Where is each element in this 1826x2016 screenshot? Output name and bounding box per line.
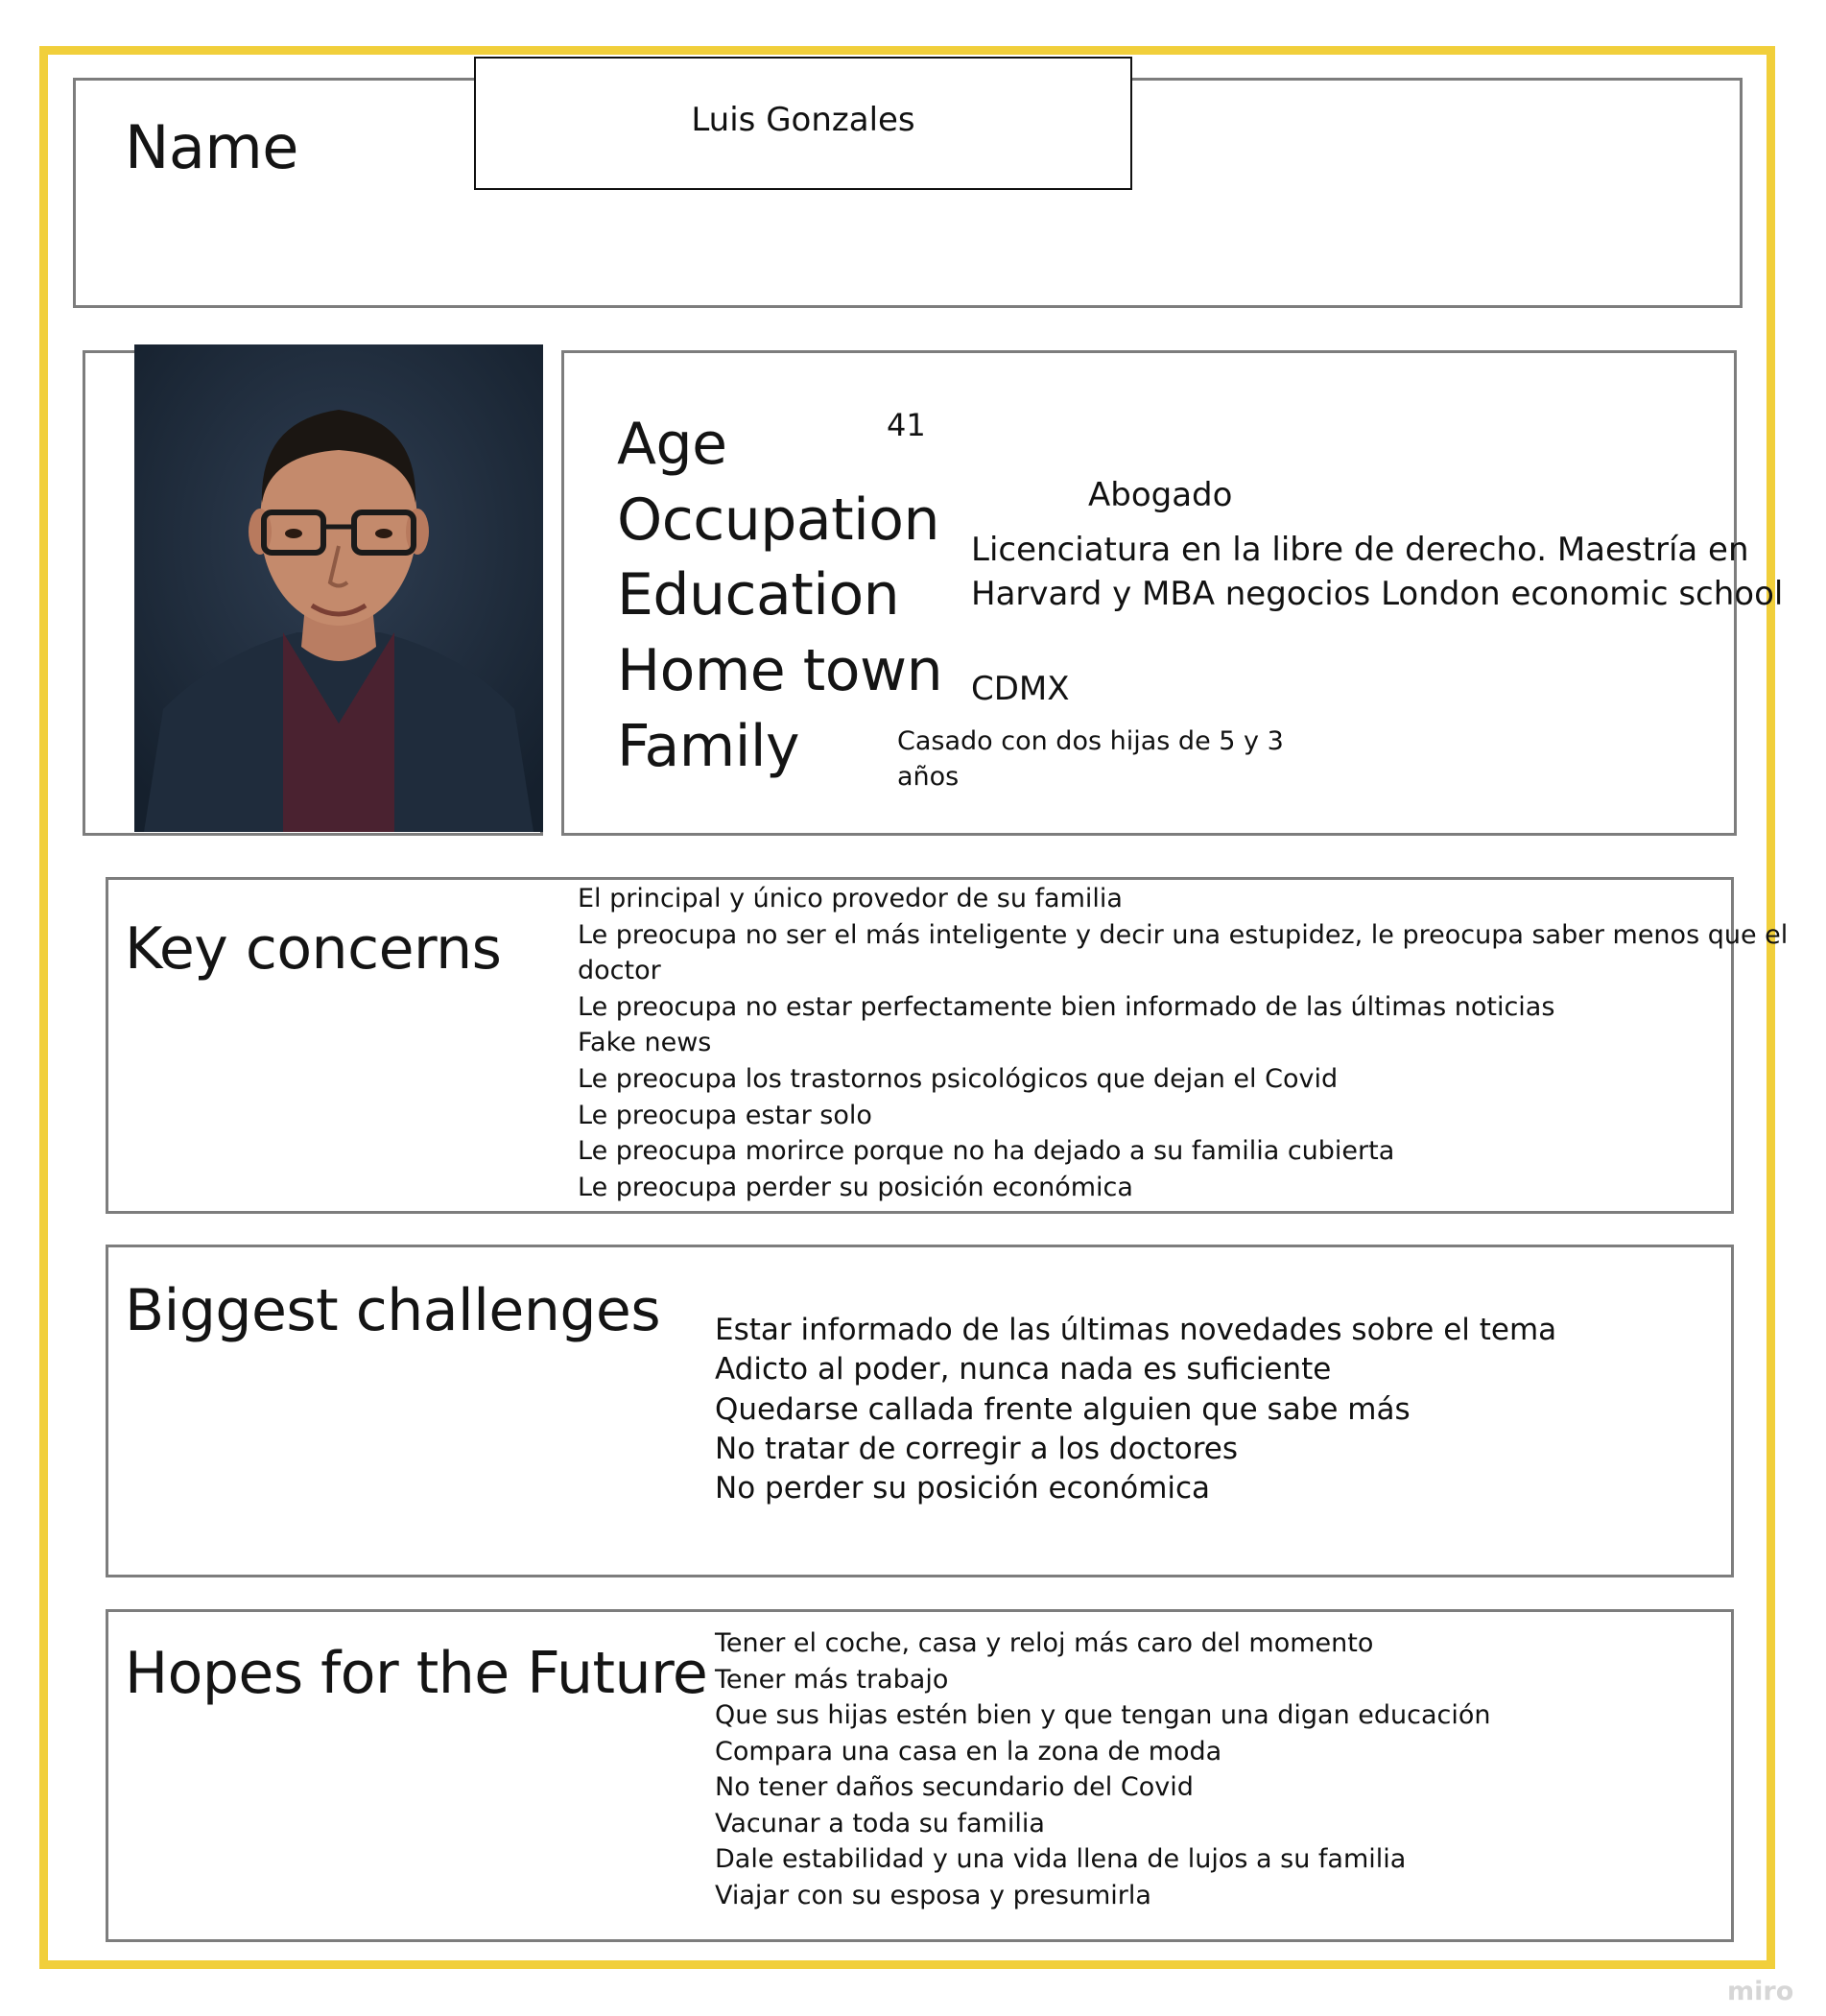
- list-item: Fake news: [578, 1028, 712, 1058]
- list-item: Dale estabilidad y una vida llena de lujos a su familia: [715, 1844, 1407, 1874]
- hopes-list: [715, 1625, 1491, 1913]
- biggest-challenges-list: [715, 1311, 1556, 1508]
- age-value: 41: [887, 407, 926, 443]
- list-item: Le preocupa morirce porque no ha dejado a su familia cubierta: [578, 1136, 1395, 1167]
- list-item: Quedarse callada frente alguien que sabe más: [715, 1391, 1411, 1427]
- list-item: Que sus hijas estén bien y que tengan una digan educación: [715, 1700, 1491, 1730]
- biggest-challenges-label: Biggest challenges: [125, 1277, 661, 1344]
- occupation-label: Occupation: [617, 486, 940, 554]
- list-item: No tener daños secundario del Covid: [715, 1772, 1194, 1802]
- list-item: El principal y único provedor de su familia: [578, 884, 1123, 913]
- list-item: Tener más trabajo: [715, 1664, 949, 1695]
- list-item: Le preocupa no estar perfectamente bien informado de las últimas noticias: [578, 991, 1555, 1022]
- education-value-line2: Harvard y MBA negocios London economic school: [971, 575, 1784, 613]
- occupation-value: Abogado: [1088, 476, 1233, 514]
- list-item: Vacunar a toda su familia: [715, 1808, 1045, 1838]
- list-item: Estar informado de las últimas novedades sobre el tema: [715, 1313, 1557, 1347]
- hopes-label: Hopes for the Future: [125, 1640, 708, 1707]
- list-item: No perder su posición económica: [715, 1471, 1211, 1506]
- key-concerns-label: Key concerns: [125, 915, 502, 983]
- name-value-box[interactable]: [474, 57, 1132, 190]
- age-label: Age: [617, 411, 727, 478]
- education-label: Education: [617, 561, 900, 629]
- list-item: Compara una casa en la zona de moda: [715, 1736, 1222, 1767]
- list-item: No tratar de corregir a los doctores: [715, 1431, 1239, 1466]
- list-item: Le preocupa estar solo: [578, 1100, 872, 1130]
- name-value: Luis Gonzales: [691, 101, 915, 139]
- education-value-line1: Licenciatura en la libre de derecho. Maestría en: [971, 531, 1749, 569]
- miro-watermark: miro: [1727, 1977, 1794, 2006]
- key-concerns-list: [578, 881, 1788, 1205]
- list-item: doctor: [578, 956, 661, 986]
- home-town-label: Home town: [617, 637, 943, 704]
- list-item: Le preocupa los trastornos psicológicos que dejan el Covid: [578, 1063, 1339, 1094]
- person-portrait-icon: [134, 344, 543, 832]
- family-value-line1: Casado con dos hijas de 5 y 3: [897, 726, 1284, 756]
- name-label: Name: [125, 112, 298, 182]
- list-item: Tener el coche, casa y reloj más caro del momento: [715, 1628, 1374, 1658]
- list-item: Adicto al poder, nunca nada es suficiente: [715, 1352, 1332, 1387]
- family-label: Family: [617, 713, 800, 780]
- home-town-value: CDMX: [971, 670, 1070, 708]
- list-item: Le preocupa perder su posición económica: [578, 1172, 1133, 1202]
- family-value-line2: años: [897, 762, 960, 792]
- list-item: Viajar con su esposa y presumirla: [715, 1880, 1151, 1910]
- list-item: Le preocupa no ser el más inteligente y decir una estupidez, le preocupa saber menos que el: [578, 919, 1789, 950]
